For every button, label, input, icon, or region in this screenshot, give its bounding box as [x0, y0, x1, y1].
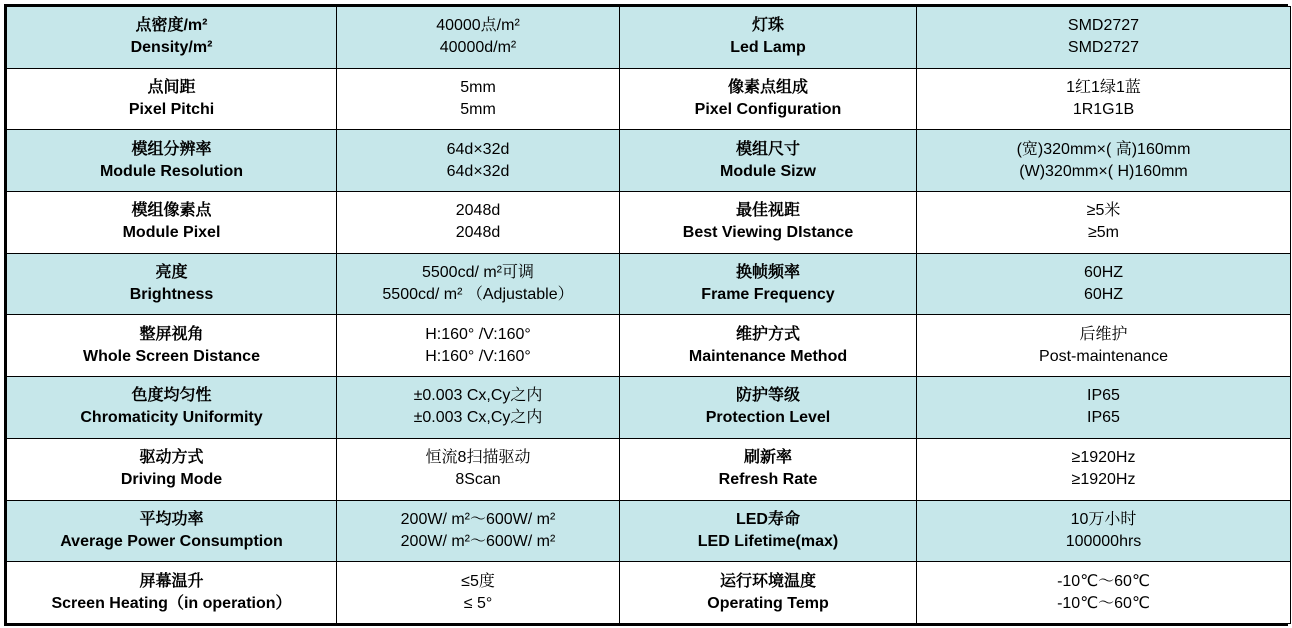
label-chinese: 维护方式 — [735, 325, 800, 343]
label-english: Pixel Pitchi — [128, 101, 215, 119]
spec-value-cell — [917, 438, 1291, 500]
value-line-2: 8Scan — [455, 471, 501, 489]
value-line-1: 60HZ — [1083, 264, 1124, 282]
spec-label-cell — [7, 438, 337, 500]
value-line-2: 1R1G1B — [1072, 101, 1135, 119]
value-line-2: ≥5m — [1087, 224, 1119, 242]
label-english: Module Sizw — [720, 162, 816, 180]
label-chinese: 运行环境温度 — [719, 572, 816, 590]
spec-label-cell — [7, 500, 337, 562]
spec-label-cell — [620, 500, 917, 562]
label-english: Protection Level — [705, 409, 831, 427]
value-line-2: 100000hrs — [1065, 532, 1142, 550]
value-line-1: 2048d — [455, 202, 501, 220]
label-english: Refresh Rate — [718, 471, 818, 489]
value-line-1: 1红1绿1蓝 — [1066, 79, 1141, 97]
spec-value-cell — [337, 438, 620, 500]
value-line-2: 60HZ — [1083, 286, 1124, 304]
value-line-1: 200W/ m²～600W/ m² — [400, 510, 556, 528]
table-row — [7, 130, 1291, 192]
spec-label-cell — [620, 253, 917, 315]
value-line-2: SMD2727 — [1067, 39, 1140, 57]
spec-value-cell — [337, 562, 620, 624]
value-line-2: 2048d — [455, 224, 501, 242]
value-line-2: -10℃～60℃ — [1057, 594, 1150, 612]
spec-value-cell — [917, 253, 1291, 315]
value-line-1: ≤5度 — [461, 572, 495, 590]
value-line-1: SMD2727 — [1067, 17, 1140, 35]
table-row — [7, 377, 1291, 439]
label-chinese: 防护等级 — [735, 387, 800, 405]
spec-label-cell — [620, 377, 917, 439]
value-line-2: 5500cd/ m² （Adjustable） — [382, 286, 574, 304]
spec-label-cell — [620, 7, 917, 69]
label-chinese: 屏幕温升 — [139, 572, 204, 590]
spec-value-cell — [917, 500, 1291, 562]
label-english: Brightness — [129, 286, 214, 304]
spec-table-body — [7, 7, 1291, 624]
label-chinese: 点间距 — [147, 79, 196, 97]
spec-value-cell — [917, 68, 1291, 130]
label-chinese: 亮度 — [155, 264, 188, 282]
label-chinese: 整屏视角 — [139, 325, 204, 343]
value-line-1: (宽)320mm×( 高)160mm — [1016, 140, 1191, 158]
label-english: Led Lamp — [730, 39, 806, 57]
label-english: Module Pixel — [122, 224, 221, 242]
spec-value-cell — [337, 315, 620, 377]
spec-label-cell — [7, 130, 337, 192]
spec-label-cell — [620, 438, 917, 500]
label-chinese: 刷新率 — [743, 449, 792, 467]
table-row — [7, 253, 1291, 315]
label-english: Chromaticity Uniformity — [80, 409, 263, 427]
label-english: Density/m² — [130, 39, 213, 57]
value-line-1: 恒流8扫描驱动 — [425, 449, 531, 467]
spec-value-cell — [337, 377, 620, 439]
value-line-1: 40000点/m² — [436, 17, 520, 35]
spec-label-cell — [620, 192, 917, 254]
label-chinese: LED寿命 — [735, 510, 800, 528]
spec-value-cell — [917, 377, 1291, 439]
value-line-2: (W)320mm×( H)160mm — [1019, 162, 1188, 180]
label-chinese: 驱动方式 — [139, 449, 204, 467]
value-line-2: 40000d/m² — [439, 39, 517, 57]
value-line-2: ±0.003 Cx,Cy之内 — [413, 409, 543, 427]
label-english: Pixel Configuration — [694, 101, 842, 119]
label-english: Maintenance Method — [688, 347, 848, 365]
value-line-2: 200W/ m²～600W/ m² — [400, 532, 556, 550]
value-line-2: H:160° /V:160° — [425, 347, 531, 365]
value-line-1: ≥5米 — [1086, 202, 1121, 220]
table-row — [7, 438, 1291, 500]
value-line-2: Post-maintenance — [1039, 347, 1168, 365]
spec-value-cell — [917, 192, 1291, 254]
value-line-1: 后维护 — [1079, 325, 1128, 343]
value-line-2: 5mm — [460, 101, 496, 119]
label-chinese: 模组分辨率 — [131, 140, 212, 158]
label-english: Average Power Consumption — [60, 532, 283, 550]
table-row — [7, 315, 1291, 377]
table-row — [7, 562, 1291, 624]
label-chinese: 最佳视距 — [735, 202, 800, 220]
spec-table — [6, 6, 1291, 624]
spec-value-cell — [917, 562, 1291, 624]
value-line-2: IP65 — [1087, 409, 1120, 427]
table-row — [7, 7, 1291, 69]
label-english: Best Viewing DIstance — [682, 224, 854, 242]
label-english: LED Lifetime(max) — [697, 532, 839, 550]
spec-table-container — [4, 4, 1288, 626]
spec-label-cell — [7, 315, 337, 377]
label-chinese: 换帧频率 — [735, 264, 800, 282]
label-english: Operating Temp — [707, 594, 829, 612]
label-english: Module Resolution — [99, 162, 244, 180]
spec-value-cell — [337, 7, 620, 69]
value-line-1: IP65 — [1087, 387, 1120, 405]
spec-label-cell — [620, 68, 917, 130]
spec-label-cell — [7, 68, 337, 130]
spec-value-cell — [917, 130, 1291, 192]
spec-label-cell — [620, 130, 917, 192]
label-english: Frame Frequency — [701, 286, 835, 304]
table-row — [7, 500, 1291, 562]
spec-value-cell — [337, 253, 620, 315]
spec-value-cell — [337, 500, 620, 562]
label-chinese: 点密度/m² — [135, 17, 208, 35]
value-line-2: ≤ 5° — [463, 594, 493, 612]
table-row — [7, 68, 1291, 130]
label-chinese: 模组像素点 — [131, 202, 212, 220]
spec-label-cell — [620, 562, 917, 624]
value-line-1: H:160° /V:160° — [425, 325, 531, 343]
value-line-1: -10℃～60℃ — [1057, 572, 1150, 590]
value-line-1: ±0.003 Cx,Cy之内 — [413, 387, 543, 405]
spec-label-cell — [7, 377, 337, 439]
value-line-1: 5mm — [460, 79, 496, 97]
spec-label-cell — [7, 562, 337, 624]
label-chinese: 灯珠 — [751, 17, 784, 35]
label-chinese: 像素点组成 — [727, 79, 808, 97]
label-english: Driving Mode — [120, 471, 223, 489]
label-chinese: 平均功率 — [139, 510, 204, 528]
table-row — [7, 192, 1291, 254]
spec-label-cell — [620, 315, 917, 377]
spec-label-cell — [7, 7, 337, 69]
value-line-2: ≥1920Hz — [1071, 471, 1136, 489]
value-line-1: 64d×32d — [446, 140, 510, 158]
spec-label-cell — [7, 192, 337, 254]
spec-value-cell — [337, 130, 620, 192]
spec-label-cell — [7, 253, 337, 315]
label-chinese: 色度均匀性 — [131, 387, 212, 405]
spec-value-cell — [917, 7, 1291, 69]
spec-value-cell — [917, 315, 1291, 377]
label-english: Screen Heating（in operation） — [51, 594, 292, 612]
label-chinese: 模组尺寸 — [735, 140, 800, 158]
spec-value-cell — [337, 68, 620, 130]
label-english: Whole Screen Distance — [83, 347, 260, 365]
value-line-1: ≥1920Hz — [1071, 449, 1136, 467]
spec-value-cell — [337, 192, 620, 254]
value-line-1: 10万小时 — [1070, 510, 1137, 528]
value-line-2: 64d×32d — [446, 162, 510, 180]
value-line-1: 5500cd/ m²可调 — [421, 264, 535, 282]
